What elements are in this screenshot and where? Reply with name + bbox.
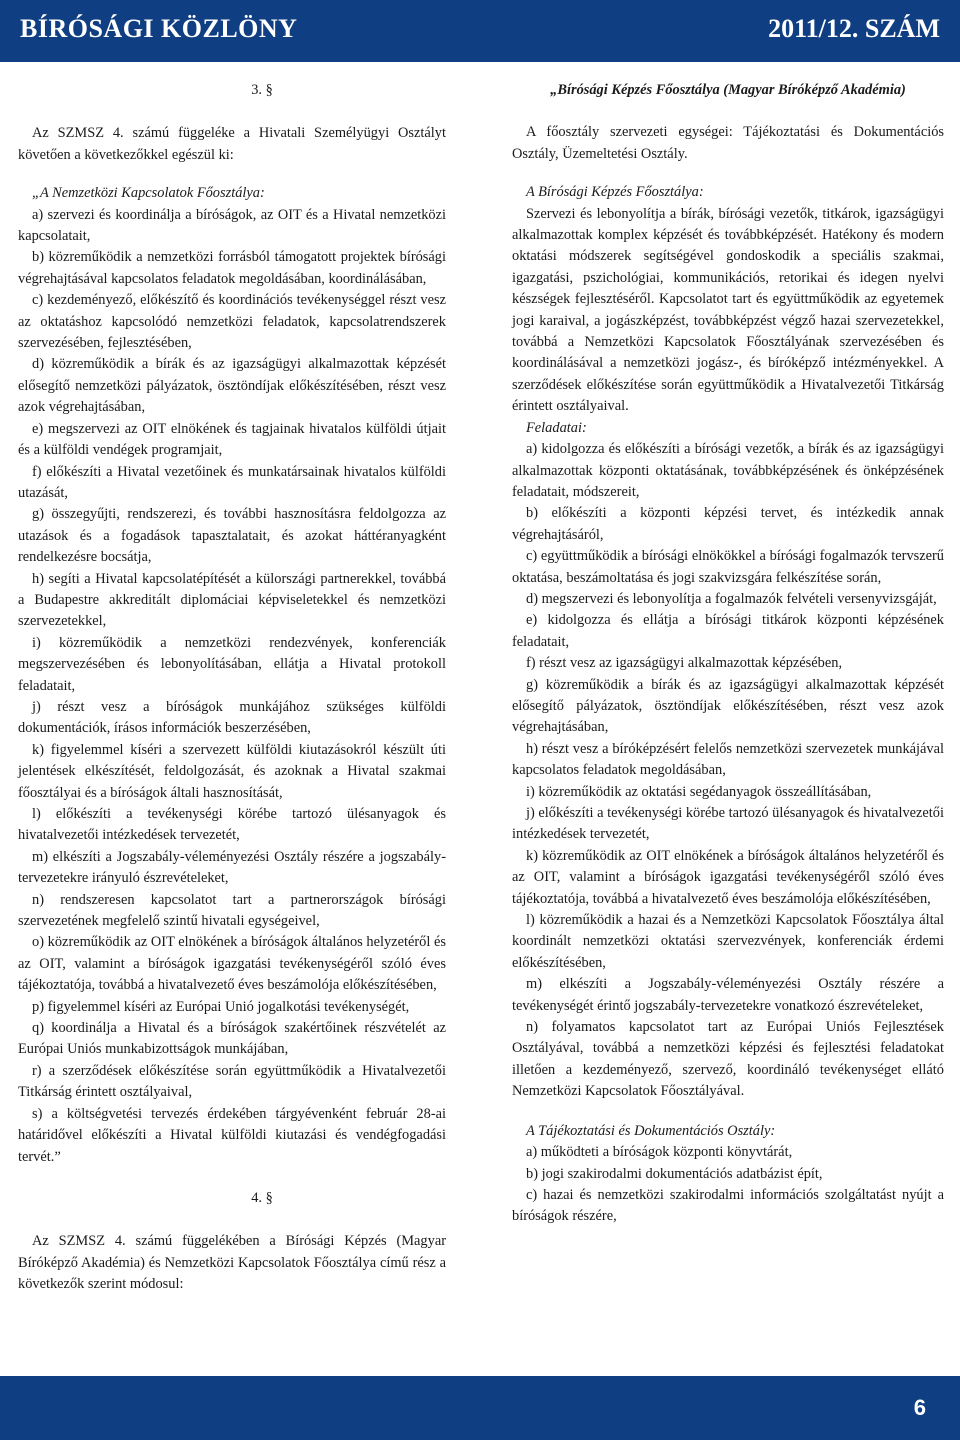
list-item: c) hazai és nemzetközi szakirodalmi információs szolgáltatást nyújt a bíróságok részére, xyxy=(512,1186,944,1225)
list-item: g) összegyűjti, rendszerezi, és további hasznosításra feldolgozza az utazások és a fogadások tapasztalatait, és azokat háttéranyagként rendelkezésre bocsátja, xyxy=(18,506,446,566)
issue-number: 2011/12. SZÁM xyxy=(768,14,940,43)
list-item: d) megszervezi és lebonyolítja a fogalmazók felvételi versenyvizsgáját, xyxy=(526,590,937,607)
list-item: o) közreműködik az OIT elnökének a bíróságok általános helyzetéről és az OIT, valamint a bíróságok igazgatási tevékenységéről szóló éves tájékoztatója, továbbá a hivatalvezető éves beszámolója előkészítésében, xyxy=(18,934,446,994)
list-item: n) folyamatos kapcsolatot tart az Európai Uniós Fejlesztések Osztályával, továbbá a nemzetközi képzési és fejlesztési feladatokat illetően a kezdeményező, szervező, koordináló tevékenységet ellátó Nemzetközi Kapcsolatok Főosztályával. xyxy=(512,1019,944,1100)
list-item: c) együttműködik a bírósági elnökökkel a bírósági fogalmazók tervszerű oktatása, beszámoltatása és jogi szakvizsgára felkészítése során, xyxy=(512,548,944,586)
list-item: c) kezdeményező, előkészítő és koordinációs tevékenységgel részt vesz az oktatáshoz kapcsolódó nemzetközi feladatok, kapcsolatrendszerek szervezésében, fejlesztésében, xyxy=(18,292,446,352)
list-item: h) segíti a Hivatal kapcsolatépítését a külországi partnerekkel, továbbá a Budapestre akkreditált diplomáciai képviseletekkel és nemzetközi szervezetekkel, xyxy=(18,570,446,630)
list-item: f) részt vesz az igazságügyi alkalmazottak képzésében, xyxy=(526,655,843,672)
list-item: j) részt vesz a bíróságok munkájához szükséges külföldi dokumentációk, írásos információk beszerzésében, xyxy=(18,698,446,737)
left-dept-title: „A Nemzetközi Kapcsolatok Főosztálya: xyxy=(32,185,265,202)
list-item: j) előkészíti a tevékenységi körébe tartozó ülésanyagok és hivatalvezetői intézkedések tervezetét, xyxy=(512,805,944,843)
list-item: i) közreműködik az oktatási segédanyagok összeállításában, xyxy=(526,783,872,800)
list-item: h) részt vesz a bíróképzésért felelős nemzetközi szervezetek munkájával kapcsolatos feladatok megoldásában, xyxy=(512,740,944,779)
list-item: q) koordinálja a Hivatal és a bíróságok szakértőinek részvételét az Európai Uniós munkabizottságok munkájában, xyxy=(18,1020,446,1058)
section-3-heading: 3. § xyxy=(251,82,273,98)
list-item: b) közreműködik a nemzetközi forrásból támogatott projektek bírósági végrehajtásával kapcsolatos feladatok megoldásában, koordinálásában, xyxy=(18,249,446,287)
list-item: l) közreműködik a hazai és a Nemzetközi Kapcsolatok Főosztálya által koordinált nemzetközi oktatási szervezvények, konferenciák érdemi előkészítésében, xyxy=(512,912,944,971)
list-item: d) közreműködik a bírák és az igazságügyi alkalmazottak képzését elősegítő nemzetközi pályázatok, ösztöndíjak előkészítésében, részt vesz azok végrehajtásában, xyxy=(18,356,446,416)
list-item: e) kidolgozza és ellátja a bírósági titkárok központi képzésének feladatait, xyxy=(512,612,944,650)
page-number: 6 xyxy=(913,1395,926,1420)
list-item: n) rendszeresen kapcsolatot tart a partnerországok bírósági szervezetének megfelelő szintű hivatali egységeivel, xyxy=(18,891,446,930)
page-header xyxy=(0,0,960,62)
list-item: m) elkészíti a Jogszabály-véleményezési Osztály részére a tevékenységét érintő jogszabály-tervezetekre vonatkozó észrevételeket, xyxy=(512,976,944,1014)
list-item: a) működteti a bíróságok központi könyvtárát, xyxy=(526,1144,793,1161)
list-item: m) elkészíti a Jogszabály-véleményezési Osztály részére a jogszabály-tervezetekre irányuló észrevételeket, xyxy=(18,848,446,887)
right-dept-title: A Bírósági Képzés Főosztálya: xyxy=(526,184,704,201)
list-item: a) kidolgozza és előkészíti a bírósági vezetők, a bírák és az igazságügyi alkalmazottak központi oktatásának, továbbképzésének és önképzésének feladatait, módszereit, xyxy=(512,441,944,500)
right-heading: „Bírósági Képzés Főosztálya (Magyar Bíróképző Akadémia) xyxy=(550,82,906,98)
section-4-heading: 4. § xyxy=(251,1189,273,1206)
list-item: b) jogi szakirodalmi dokumentációs adatbázist épít, xyxy=(526,1165,823,1182)
left-column xyxy=(18,80,446,1296)
list-item: a) szervezi és koordinálja a bíróságok, az OIT és a Hivatal nemzetközi kapcsolatait, xyxy=(18,206,446,245)
list-item: p) figyelemmel kíséri az Európai Unió jogalkotási tevékenységét, xyxy=(32,998,410,1015)
list-item: i) közreműködik a nemzetközi rendezvények, konferenciák megszervezésében és lebonyolításában, ellátja a Hivatal protokoll feladatait, xyxy=(18,634,446,694)
left-item-list xyxy=(18,205,446,1168)
tasks-label: Feladatai: xyxy=(526,419,587,436)
right-item-list xyxy=(512,439,944,1103)
list-item: s) a költségvetési tervezés érdekében tárgyévenként február 28-ai határidővel előkészíti a Hivatal külföldi kiutazási és vendégfogadási tervét.” xyxy=(18,1105,446,1165)
right-dept-text: Szervezi és lebonyolítja a bírák, bírósági vezetők, titkárok, igazságügyi alkalmazottak komplex képzését és továbbképzését. Hatékony és modern oktatási módszerek segítségével gondoskodik a speciális szakmai, igazgatási, pszichológiai, kommunikációs, retorikai és idegen nyelvi készségek fejlesztéséről. Kapcsolatot tart és együttműködik az egyetemek jogi karaival, a jogászképzést, továbbképzést végző hazai szervezetekkel, továbbá a Nemzetközi Kapcsolatok Főosztályának szervezésében és koordinálásával a nemzetközi jogász-, és bíróképző intézményekkel. A szerződések előkészítése során együttműködik a Hivatalvezetői Titkárság érintett osztályaival. xyxy=(512,205,944,415)
sub-item-list xyxy=(512,1142,944,1228)
right-column xyxy=(512,80,944,1228)
list-item: l) előkészíti a tevékenységi körébe tartozó ülésanyagok és hivatalvezetői intézkedések tervezetét, xyxy=(18,806,446,844)
journal-title: BÍRÓSÁGI KÖZLÖNY xyxy=(20,14,298,43)
list-item: e) megszervezi az OIT elnökének és tagjainak hivatalos külföldi útjait és a külföldi vendégek programjait, xyxy=(18,420,446,459)
left-intro: Az SZMSZ 4. számú függeléke a Hivatali Személyügyi Osztályt követően a következőkkel egészül ki: xyxy=(18,125,446,163)
right-units: A főosztály szervezeti egységei: Tájékoztatási és Dokumentációs Osztály, Üzemeltetési Osztály. xyxy=(512,124,944,162)
list-item: k) közreműködik az OIT elnökének a bíróságok általános helyzetéről és az OIT, valamint a bíróságok igazgatási tevékenységéről szóló éves tájékoztatója, továbbá a hivatalvezető éves beszámolója előkészítésében, xyxy=(512,847,944,907)
sub-dept-title: A Tájékoztatási és Dokumentációs Osztály: xyxy=(526,1122,776,1139)
list-item: f) előkészíti a Hivatal vezetőinek és munkatársainak hivatalos külföldi utazását, xyxy=(18,463,446,501)
footer-band xyxy=(0,1376,960,1440)
list-item: k) figyelemmel kíséri a szervezett külföldi kiutazásokról készült úti jelentések elkészítését, feldolgozását, és azoknak a Hivatal szakmai főosztályai és a bíróságok általi hasznosítását, xyxy=(18,741,446,801)
section-4-text: Az SZMSZ 4. számú függelékében a Bírósági Képzés (Magyar Bíróképző Akadémia) és Nemzetközi Kapcsolatok Főosztálya című rész a következők szerint módosul: xyxy=(18,1233,446,1293)
list-item: r) a szerződések előkészítése során együttműködik a Hivatalvezetői Titkárság érintett osztályaival, xyxy=(18,1062,446,1101)
list-item: b) előkészíti a központi képzési tervet, és intézkedik annak végrehajtásáról, xyxy=(512,505,944,543)
list-item: g) közreműködik a bírák és az igazságügyi alkalmazottak képzését elősegítő pályázatok, ösztöndíjak előkészítésében, részt vesz azok végrehajtásában, xyxy=(512,676,944,736)
